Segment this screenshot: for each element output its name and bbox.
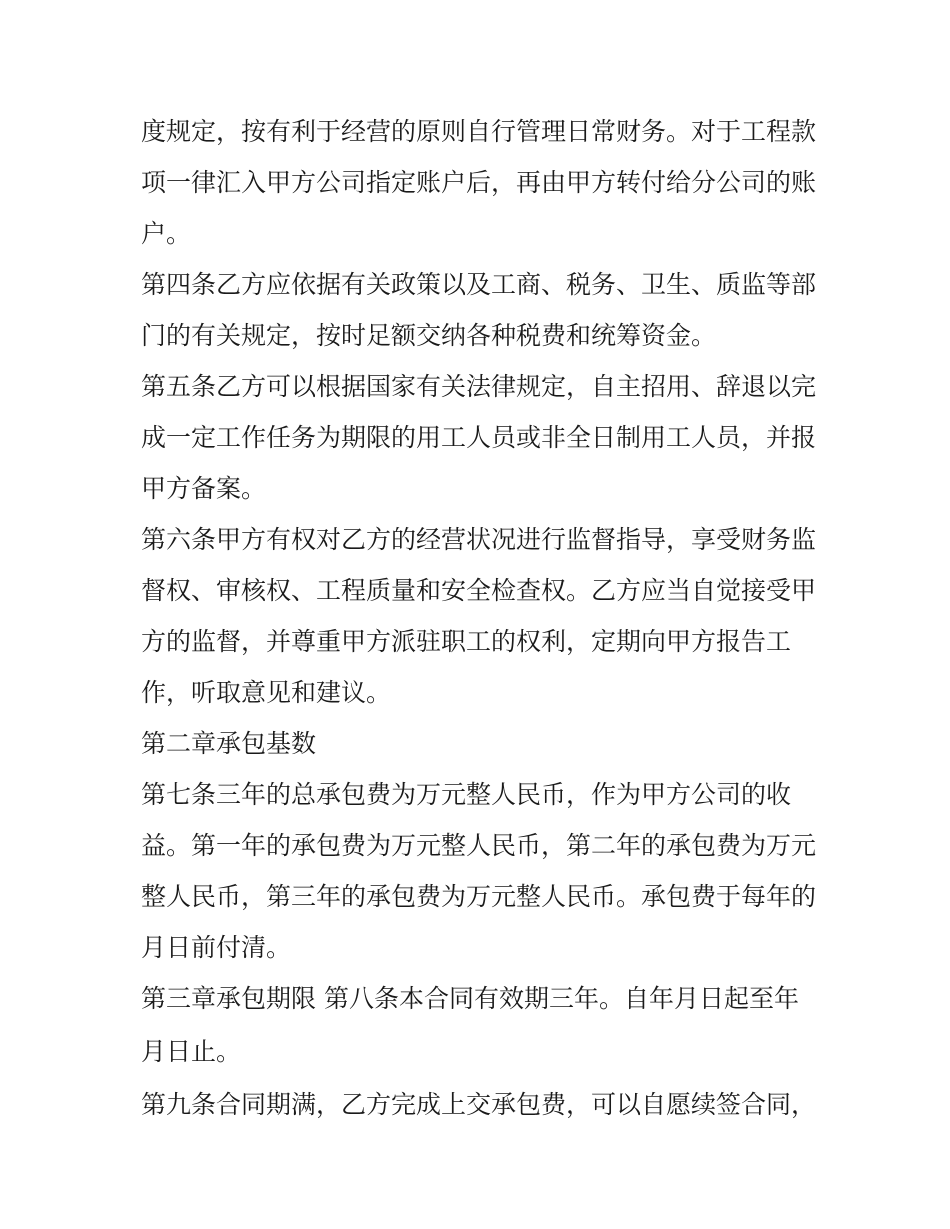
text-line: 督权、审核权、工程质量和安全检查权。乙方应当自觉接受甲 <box>141 576 817 605</box>
text-line: 月日止。 <box>141 1037 242 1066</box>
text-line: 户。 <box>141 219 192 248</box>
text-line: 成一定工作任务为期限的用工人员或非全日制用工人员，并报 <box>141 423 817 452</box>
text-line: 第四条乙方应依据有关政策以及工商、税务、卫生、质监等部 <box>141 270 817 299</box>
chapter-heading: 第三章承包期限 第八条本合同有效期三年。自年月日起至年 <box>141 984 799 1013</box>
text-line: 项一律汇入甲方公司指定账户后，再由甲方转付给分公司的账 <box>141 168 817 197</box>
text-line: 整人民币，第三年的承包费为万元整人民币。承包费于每年的 <box>141 882 817 911</box>
text-line: 门的有关规定，按时足额交纳各种税费和统筹资金。 <box>141 321 717 350</box>
text-line: 度规定，按有利于经营的原则自行管理日常财务。对于工程款 <box>141 117 817 146</box>
text-line: 甲方备案。 <box>141 474 267 503</box>
text-line: 第七条三年的总承包费为万元整人民币，作为甲方公司的收 <box>141 780 792 809</box>
text-line: 第九条合同期满，乙方完成上交承包费，可以自愿续签合同， <box>141 1090 817 1119</box>
text-line: 月日前付清。 <box>141 933 292 962</box>
text-line: 方的监督，并尊重甲方派驻职工的权利，定期向甲方报告工 <box>141 627 792 656</box>
text-line: 第五条乙方可以根据国家有关法律规定，自主招用、辞退以完 <box>141 372 817 401</box>
text-line: 第六条甲方有权对乙方的经营状况进行监督指导，享受财务监 <box>141 525 817 554</box>
text-line: 益。第一年的承包费为万元整人民币，第二年的承包费为万元 <box>141 831 817 860</box>
chapter-heading: 第二章承包基数 <box>141 729 317 758</box>
text-line: 作，听取意见和建议。 <box>141 678 392 707</box>
document-body <box>141 108 821 1134</box>
